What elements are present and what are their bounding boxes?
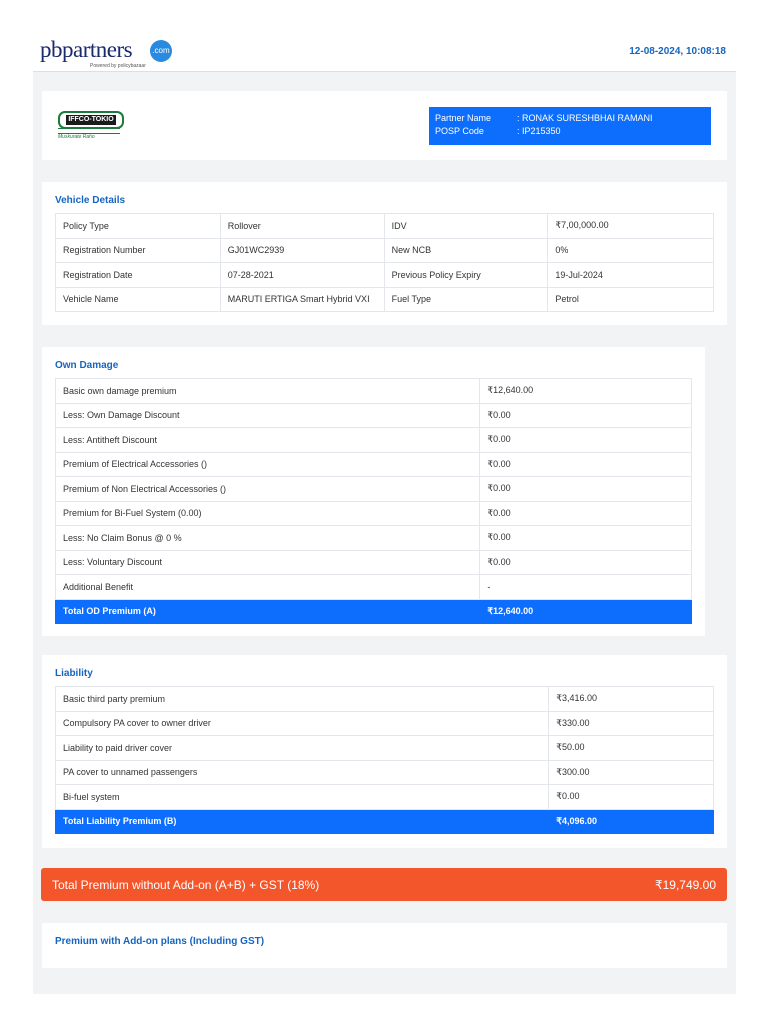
brand-com-badge: .com	[150, 40, 172, 62]
table-row	[56, 379, 692, 404]
quote-page	[33, 33, 736, 994]
quote-timestamp: 12-08-2024, 10:08:18	[629, 46, 726, 57]
premium-item-label: Basic own damage premium	[56, 379, 480, 404]
premium-item-amount: ₹0.00	[480, 403, 692, 428]
table-row	[56, 263, 714, 288]
vehicle-details-card	[42, 182, 727, 325]
field-label: IDV	[384, 214, 548, 239]
premium-item-label: Less: No Claim Bonus @ 0 %	[56, 526, 480, 551]
table-row	[56, 214, 714, 239]
premium-item-amount: ₹0.00	[480, 526, 692, 551]
partner-name-value: : RONAK SURESHBHAI RAMANI	[517, 113, 653, 123]
grand-total-bar	[41, 868, 727, 901]
premium-item-amount: ₹0.00	[480, 501, 692, 526]
table-row	[56, 477, 692, 502]
field-label: Fuel Type	[384, 287, 548, 312]
table-row	[56, 403, 692, 428]
table-row	[56, 238, 714, 263]
field-value: 07-28-2021	[220, 263, 384, 288]
field-value: ₹7,00,000.00	[548, 214, 714, 239]
premium-item-label: Premium for Bi-Fuel System (0.00)	[56, 501, 480, 526]
liability-table	[55, 686, 714, 834]
brand-name: pbpartners	[40, 37, 133, 62]
own-damage-card	[42, 347, 705, 636]
table-row	[56, 785, 714, 810]
table-row	[56, 428, 692, 453]
posp-code-value: : IP215350	[517, 126, 561, 136]
premium-item-amount: ₹0.00	[480, 452, 692, 477]
premium-item-amount: ₹12,640.00	[480, 379, 692, 404]
grand-total-label: Total Premium without Add-on (A+B) + GST (18%)	[52, 878, 320, 892]
insurer-tagline: Muskurate Raho	[58, 134, 95, 140]
premium-item-amount: ₹50.00	[549, 736, 714, 761]
field-label: Registration Date	[56, 263, 221, 288]
field-value: 19-Jul-2024	[548, 263, 714, 288]
premium-item-label: PA cover to unnamed passengers	[56, 760, 549, 785]
vehicle-details-table	[55, 213, 714, 312]
insurer-logo	[56, 109, 122, 141]
insurer-card	[42, 91, 727, 160]
premium-item-amount: -	[480, 575, 692, 600]
brand-subtitle: Powered by policybazaar	[90, 63, 146, 69]
field-label: Vehicle Name	[56, 287, 221, 312]
addon-plans-card	[42, 923, 727, 968]
field-value: GJ01WC2939	[220, 238, 384, 263]
table-row	[56, 711, 714, 736]
pbpartners-logo	[40, 37, 170, 69]
partner-name-label: Partner Name	[435, 113, 492, 123]
total-label: Total Liability Premium (B)	[56, 809, 549, 834]
posp-code-label: POSP Code	[435, 126, 484, 136]
premium-item-amount: ₹3,416.00	[549, 687, 714, 712]
premium-item-label: Premium of Electrical Accessories ()	[56, 452, 480, 477]
premium-item-amount: ₹300.00	[549, 760, 714, 785]
premium-item-label: Less: Antitheft Discount	[56, 428, 480, 453]
table-row	[56, 550, 692, 575]
premium-item-amount: ₹330.00	[549, 711, 714, 736]
field-label: New NCB	[384, 238, 548, 263]
own-damage-title: Own Damage	[55, 360, 119, 371]
insurer-badge	[58, 111, 124, 129]
field-value: Petrol	[548, 287, 714, 312]
premium-item-label: Basic third party premium	[56, 687, 549, 712]
premium-item-amount: ₹0.00	[480, 477, 692, 502]
table-row	[56, 526, 692, 551]
table-row	[56, 760, 714, 785]
premium-item-amount: ₹0.00	[480, 550, 692, 575]
own-damage-table	[55, 378, 692, 624]
premium-item-label: Additional Benefit	[56, 575, 480, 600]
liability-title: Liability	[55, 668, 93, 679]
premium-item-label: Bi-fuel system	[56, 785, 549, 810]
total-amount: ₹4,096.00	[549, 809, 714, 834]
total-label: Total OD Premium (A)	[56, 599, 480, 624]
table-row	[56, 687, 714, 712]
premium-item-label: Less: Own Damage Discount	[56, 403, 480, 428]
addon-plans-title: Premium with Add-on plans (Including GST)	[55, 936, 265, 947]
table-row	[56, 452, 692, 477]
field-value: MARUTI ERTIGA Smart Hybrid VXI	[220, 287, 384, 312]
premium-item-amount: ₹0.00	[480, 428, 692, 453]
vehicle-details-title: Vehicle Details	[55, 195, 126, 206]
total-row	[56, 599, 692, 624]
table-row	[56, 287, 714, 312]
table-row	[56, 575, 692, 600]
premium-item-label: Less: Voluntary Discount	[56, 550, 480, 575]
premium-item-label: Compulsory PA cover to owner driver	[56, 711, 549, 736]
insurer-name: IFFCO-TOKIO	[66, 115, 116, 125]
table-row	[56, 736, 714, 761]
partner-info-box	[429, 107, 711, 145]
field-value: Rollover	[220, 214, 384, 239]
premium-item-amount: ₹0.00	[549, 785, 714, 810]
premium-item-label: Liability to paid driver cover	[56, 736, 549, 761]
premium-item-label: Premium of Non Electrical Accessories ()	[56, 477, 480, 502]
liability-card	[42, 655, 727, 848]
field-label: Policy Type	[56, 214, 221, 239]
field-label: Registration Number	[56, 238, 221, 263]
table-row	[56, 501, 692, 526]
grand-total-value: ₹19,749.00	[654, 878, 716, 892]
page-header	[33, 33, 736, 72]
field-value: 0%	[548, 238, 714, 263]
total-amount: ₹12,640.00	[480, 599, 692, 624]
field-label: Previous Policy Expiry	[384, 263, 548, 288]
total-row	[56, 809, 714, 834]
